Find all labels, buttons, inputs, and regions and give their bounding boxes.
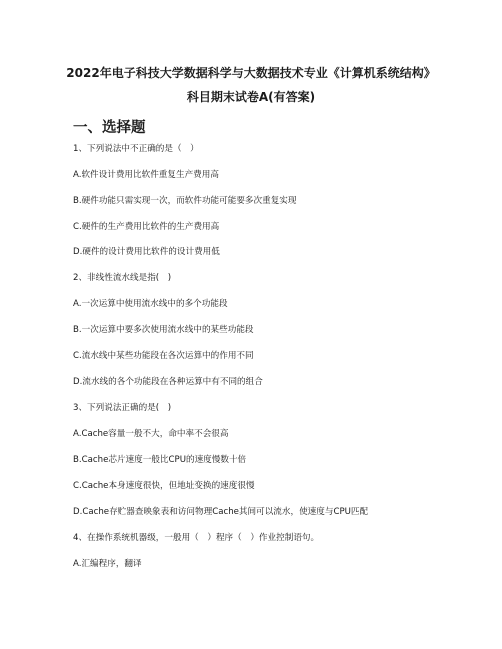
document-title-line-2: 科目期末试卷A(有答案)	[186, 90, 316, 104]
question-2-stem: 2、非线性流水线是指( )	[73, 273, 172, 283]
question-3-option-b: B.Cache芯片速度一般比CPU的速度慢数十倍	[73, 455, 247, 465]
question-2-option-a: A.一次运算中使用流水线中的多个功能段	[73, 299, 228, 309]
question-1-stem: 1、下列说法中不正确的是（ ）	[73, 144, 199, 154]
question-3-stem: 3、下列说法正确的是( )	[73, 403, 172, 413]
question-1-option-d: D.硬件的设计费用比软件的设计费用低	[73, 247, 220, 257]
question-3-option-a: A.Cache容量一般不大，命中率不会很高	[73, 429, 229, 439]
question-2-option-c: C.流水线中某些功能段在各次运算中的作用不同	[73, 351, 254, 361]
question-4-stem: 4、在操作系统机器级，一般用（ ）程序（ ）作业控制语句。	[73, 533, 320, 543]
question-3-option-c: C.Cache本身速度很快，但地址变换的速度很慢	[73, 481, 255, 491]
question-1-option-c: C.硬件的生产费用比软件的生产费用高	[73, 222, 220, 232]
question-2-option-b: B.一次运算中要多次使用流水线中的某些功能段	[73, 325, 254, 335]
document-title-line-1: 2022年电子科技大学数据科学与大数据技术专业《计算机系统结构》	[66, 66, 436, 80]
question-3-option-d: D.Cache存贮器查映象表和访问物理Cache其间可以流水，使速度与CPU匹配	[73, 507, 369, 517]
question-1-option-a: A.软件设计费用比软件重复生产费用高	[73, 170, 219, 180]
question-1-option-b: B.硬件功能只需实现一次，而软件功能可能要多次重复实现	[73, 196, 297, 206]
section-heading: 一、选择题	[73, 120, 146, 136]
question-4-option-a: A.汇编程序，翻译	[73, 559, 142, 569]
question-2-option-d: D.流水线的各个功能段在各种运算中有不同的组合	[73, 377, 263, 387]
